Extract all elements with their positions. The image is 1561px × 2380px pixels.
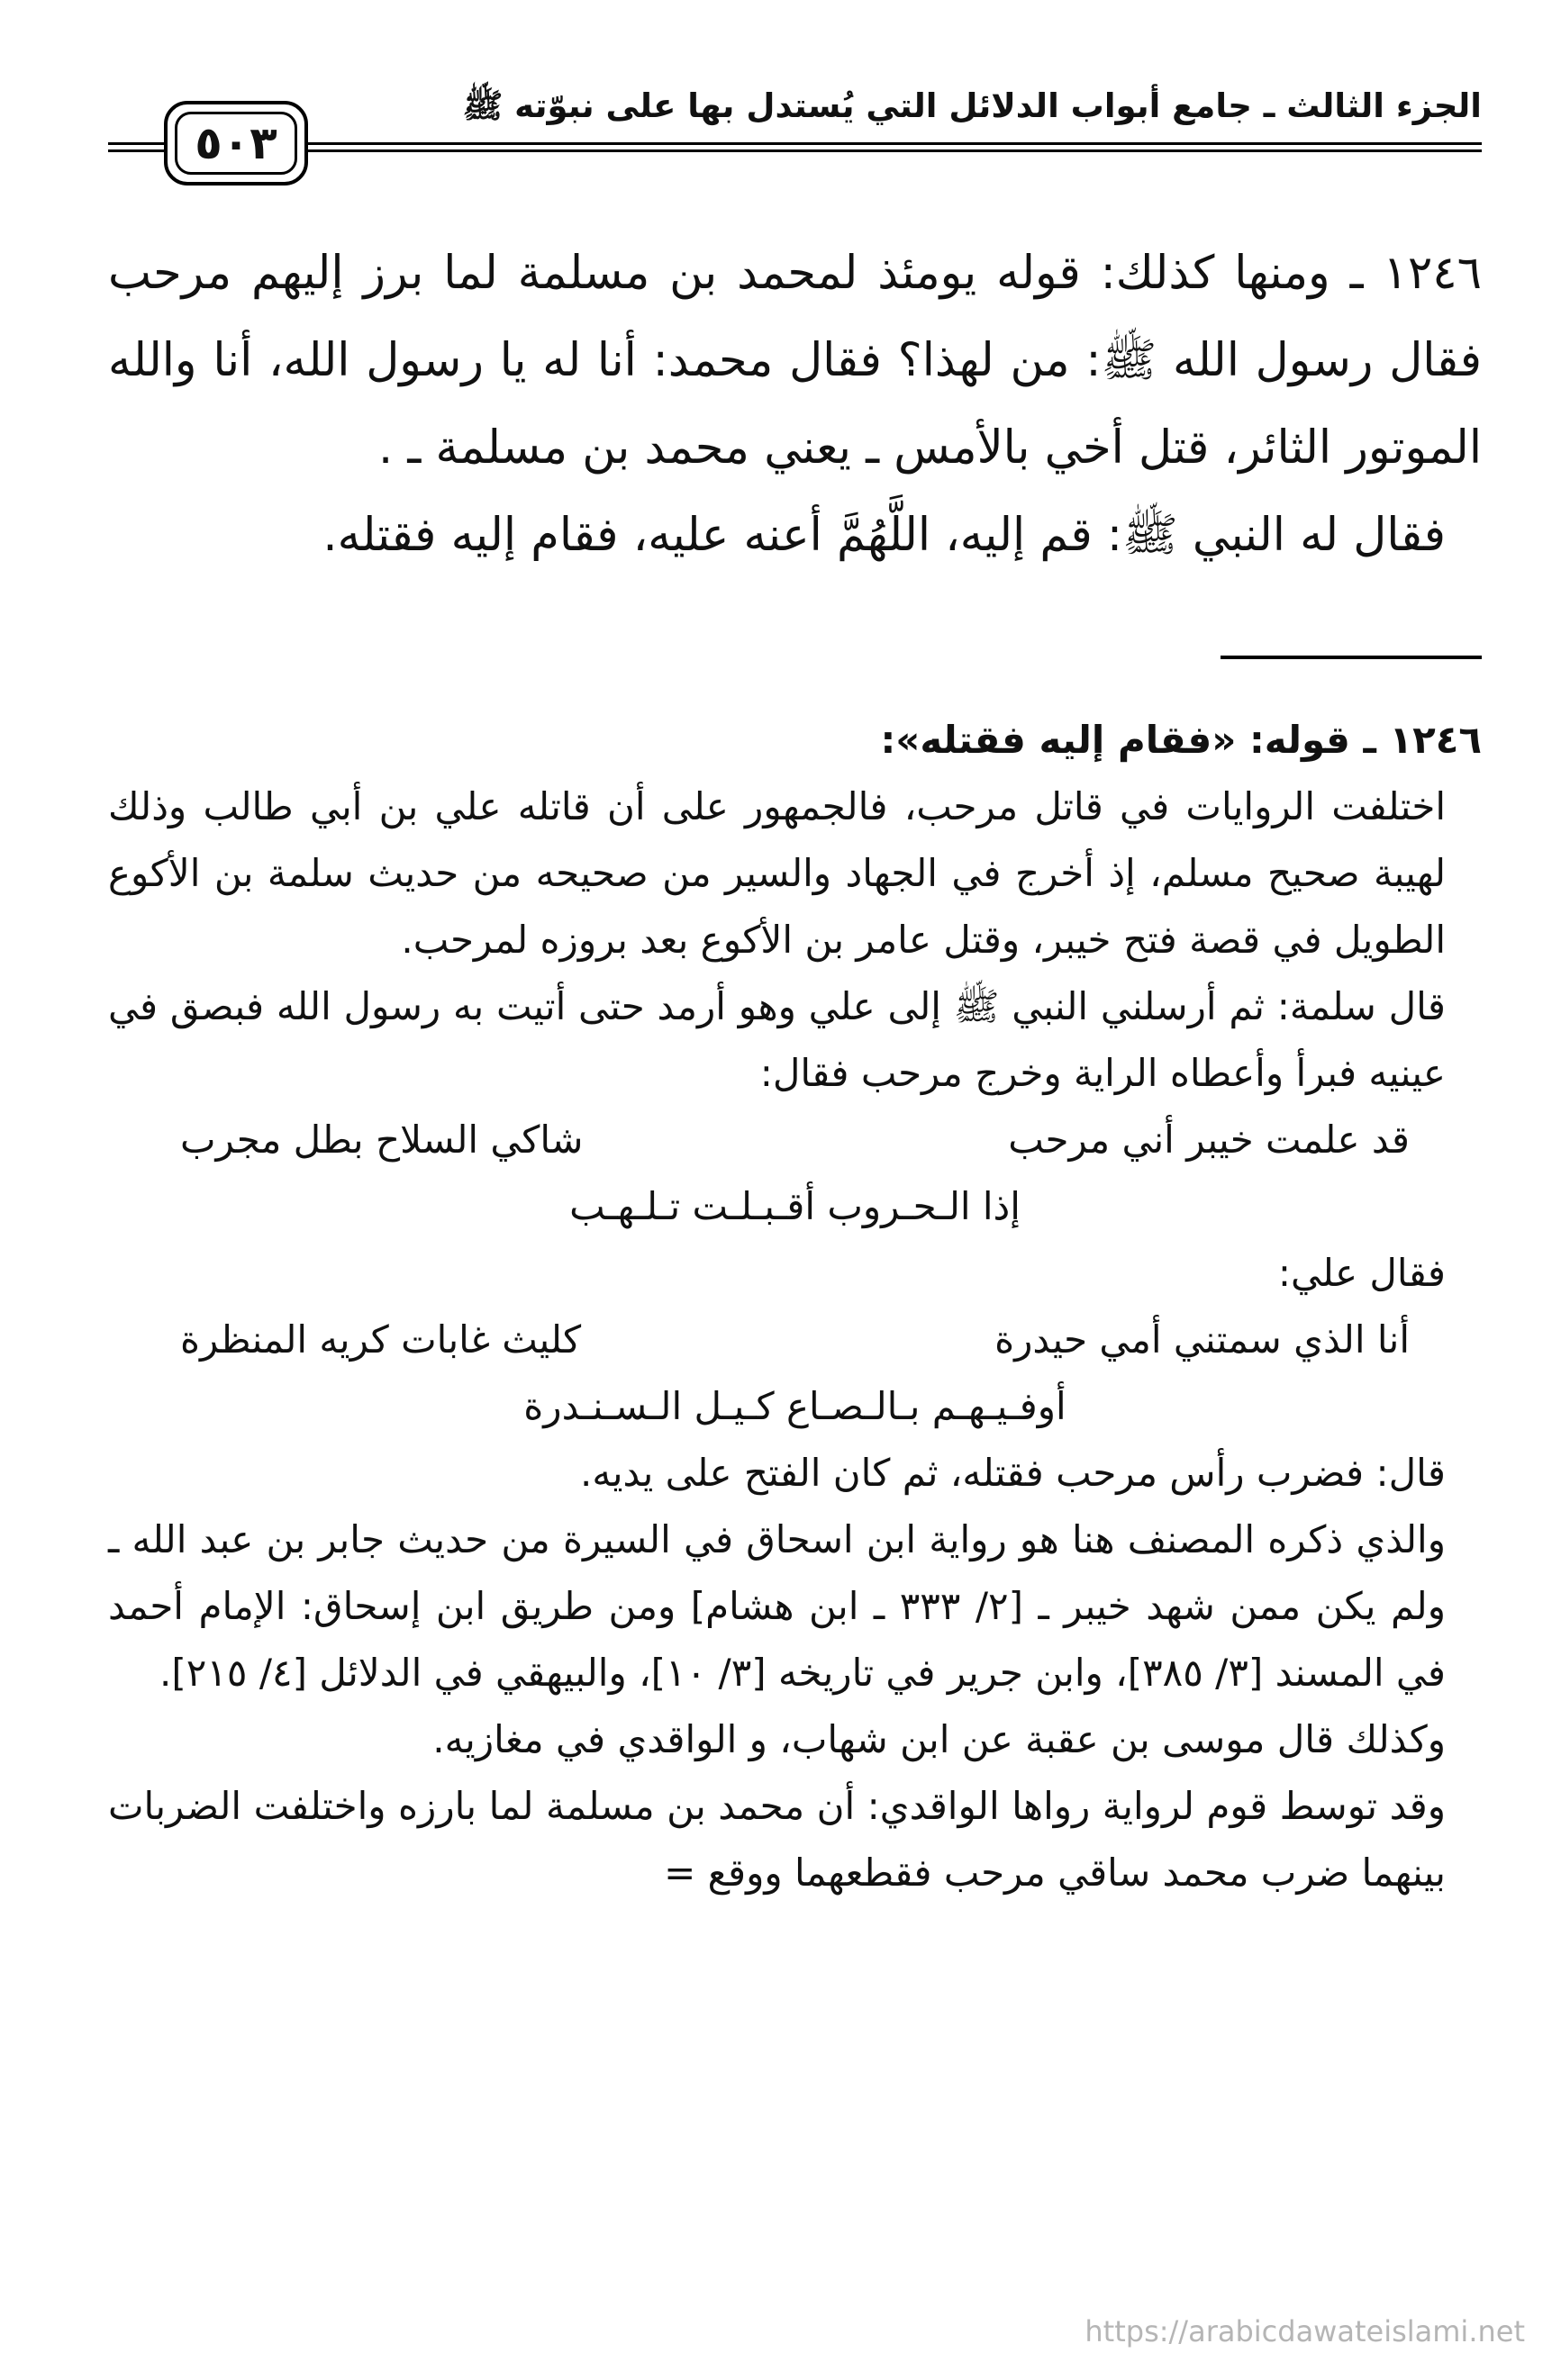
verse-1-hemistich-a: قد علمت خيبر أني مرحب	[1008, 1118, 1410, 1162]
main-paragraph-1: ١٢٤٦ ـ ومنها كذلك: قوله يومئذ لمحمد بن مسلمة لما برز إليهم مرحب فقال رسول الله ﷺ: من لهذا؟ فقال محمد: أنا له يا رسول الله، أنا والله الموتور الثائر، قتل أخي بالأمس ـ يعني محمد بن مسلمة ـ .	[108, 247, 1482, 475]
footnote-paragraph-5: والذي ذكره المصنف هنا هو رواية ابن اسحاق في السيرة من حديث جابر بن عبد الله ـ ولم يكن ممن شهد خيبر ـ [٢/ ٣٣٣ ـ ابن هشام] ومن طريق ابن إسحاق: الإمام أحمد في المسند [٣/ ٣٨٥]، وابن جرير في تاريخه [٣/ ١٠]، والبيهقي في الدلائل [٤/ ٢١٥].	[108, 1517, 1446, 1695]
footnote-separator	[1221, 656, 1482, 659]
footnote-paragraph-1: اختلفت الروايات في قاتل مرحب، فالجمهور على أن قاتله علي بن أبي طالب وذلك لهيبة صحيح مسلم، إذ أخرج في الجهاد والسير من صحيحه من حديث سلمة بن الأكوع الطويل في قصة فتح خيبر، وقتل عامر بن الأكوع بعد بروزه لمرحب.	[108, 784, 1446, 962]
page-number: ٥٠٣	[175, 112, 297, 175]
verse-1-hemistich-b: شاكي السلاح بطل مجرب	[180, 1118, 584, 1162]
header-rule-right-top	[308, 142, 1482, 145]
header-rule-top	[108, 142, 164, 145]
footnote-paragraph-3: فقال علي:	[1277, 1251, 1446, 1295]
main-text	[108, 230, 1482, 579]
watermark-url: https://arabicdawateislami.net	[1085, 2314, 1525, 2348]
verse-1-tail: إذا الـحـروب أقـبـلـت تـلـهـب	[569, 1184, 1021, 1228]
main-paragraph-2: فقال له النبي ﷺ: قم إليه، اللَّهُمَّ أعنه عليه، فقام إليه فقتله.	[322, 509, 1446, 562]
verse-2-hemistich-b: كليث غابات كريه المنظرة	[180, 1317, 582, 1362]
header-rule-right-bottom	[308, 149, 1482, 152]
verse-2-tail: أوفـيـهـم بـالـصـاع كـيـل الـسـنـدرة	[523, 1384, 1066, 1428]
verse-1	[108, 1107, 1482, 1173]
footnote-paragraph-6: وكذلك قال موسى بن عقبة عن ابن شهاب، و الواقدي في مغازيه.	[432, 1717, 1446, 1761]
verse-2	[108, 1307, 1482, 1373]
footnote-paragraph-7: وقد توسط قوم لرواية رواها الواقدي: أن محمد بن مسلمة لما بارزه واختلفت الضربات بينهما ضرب محمد ساقي مرحب فقطعهما ووقع =	[108, 1784, 1446, 1895]
footnote	[108, 707, 1482, 1906]
header-rule-bottom	[108, 149, 164, 152]
footnote-heading: ١٢٤٦ ـ قوله: «فقام إليه فقتله»:	[880, 718, 1482, 762]
footnote-paragraph-4: قال: فضرب رأس مرحب فقتله، ثم كان الفتح على يديه.	[579, 1451, 1446, 1495]
page-number-frame	[164, 101, 308, 186]
running-header: الجزء الثالث ـ جامع أبواب الدلائل التي يُستدل بها على نبوّته ﷺ	[462, 86, 1482, 125]
verse-2-hemistich-a: أنا الذي سمتني أمي حيدرة	[994, 1317, 1410, 1362]
footnote-paragraph-2: قال سلمة: ثم أرسلني النبي ﷺ إلى علي وهو أرمد حتى أتيت به رسول الله فبصق في عينيه فبرأ وأعطاه الراية وخرج مرحب فقال:	[108, 984, 1446, 1095]
